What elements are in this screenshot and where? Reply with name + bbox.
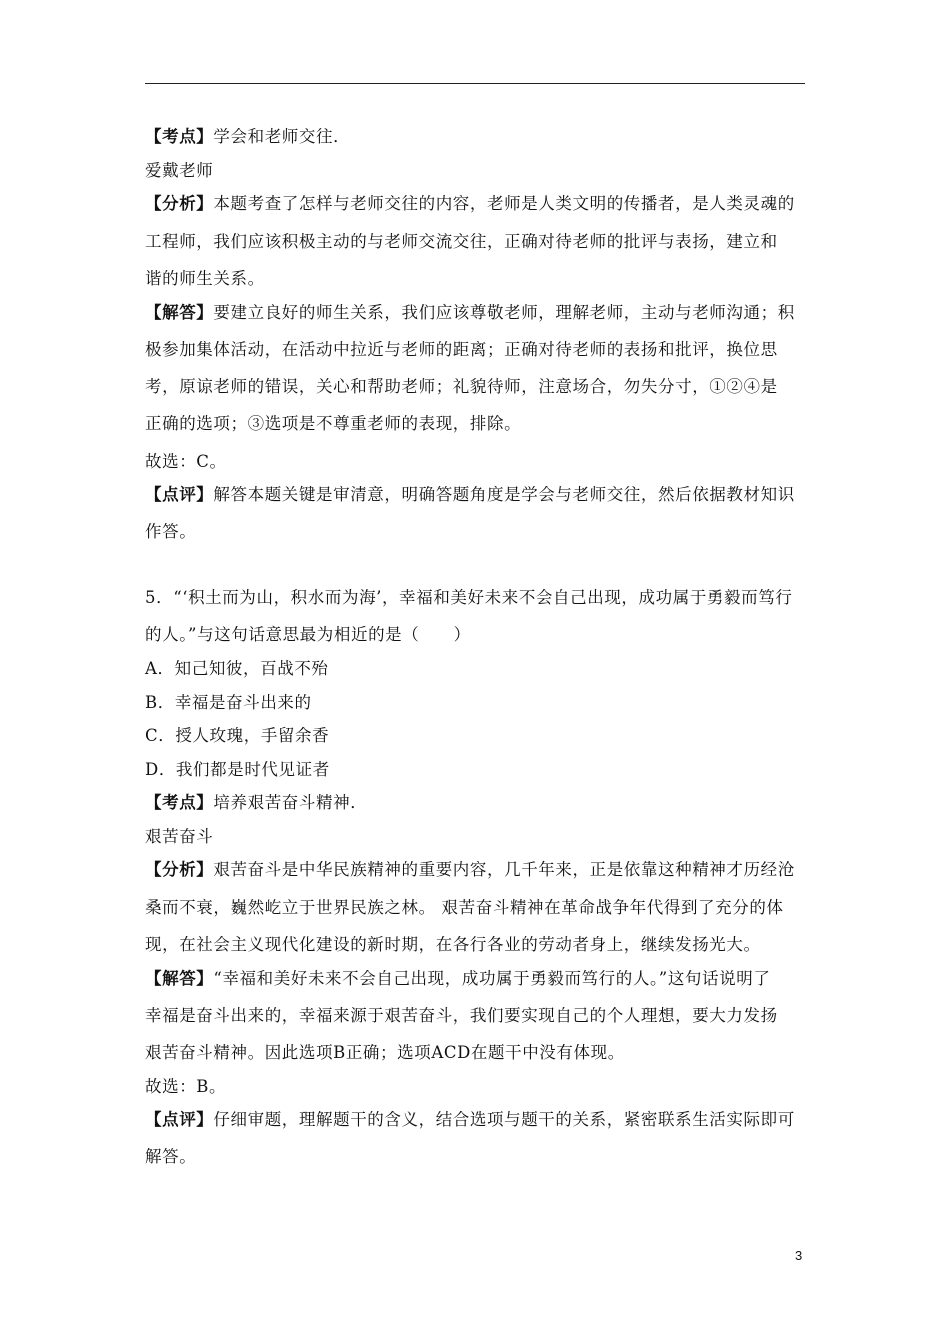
q5-fenxi-line-1 [145,859,810,881]
dianping-label: 【点评】 [145,1110,214,1129]
q5-kaodian [145,792,810,814]
q4-jieda-line-3: 考，原谅老师的错误，关心和帮助老师；礼貌待师，注意场合，勿失分寸，①②④是 [145,377,778,396]
q5-subtopic: 艰苦奋斗 [145,827,214,846]
q5-jieda-line-1 [145,968,810,990]
kaodian-label: 【考点】 [145,793,214,812]
q4-kaodian [145,126,810,148]
q5-answer: 故选：B。 [145,1077,227,1096]
q4-dianping-line-2: 作答。 [145,522,197,541]
q4-jieda-line-1 [145,302,810,324]
q4-answer: 故选：C。 [145,452,227,471]
jieda-text: “幸福和美好未来不会自己出现，成功属于勇毅而笃行的人。”这句话说明了 [213,969,771,988]
q4-fenxi-line-1 [145,193,810,215]
jieda-label: 【解答】 [145,969,214,988]
kaodian-text: 培养艰苦奋斗精神． [213,793,368,812]
q5-option-d: D．我们都是时代见证者 [145,760,330,779]
jieda-label: 【解答】 [145,303,214,322]
q5-stem-line-2: 的人。”与这句话意思最为相近的是（ ） [145,625,471,644]
q5-jieda-line-2: 幸福是奋斗出来的，幸福来源于艰苦奋斗，我们要实现自己的个人理想，要大力发扬 [145,1006,778,1025]
q4-subtopic: 爱戴老师 [145,161,214,180]
jieda-text: 要建立良好的师生关系，我们应该尊敬老师，理解老师，主动与老师沟通；积 [213,303,795,322]
fenxi-label: 【分析】 [145,194,214,213]
q5-dianping-line-2: 解答。 [145,1147,197,1166]
q5-fenxi-line-2: 桑而不衰，巍然屹立于世界民族之林。 艰苦奋斗精神在革命战争年代得到了充分的体 [145,898,784,917]
dianping-text: 解答本题关键是审清意，明确答题角度是学会与老师交往，然后依据教材知识 [213,485,795,504]
dianping-label: 【点评】 [145,485,214,504]
fenxi-label: 【分析】 [145,860,214,879]
header-rule [145,83,805,84]
q4-dianping-line-1 [145,484,810,506]
q4-jieda-line-2: 极参加集体活动，在活动中拉近与老师的距离；正确对待老师的表扬和批评，换位思 [145,340,778,359]
fenxi-text: 艰苦奋斗是中华民族精神的重要内容，几千年来，正是依靠这种精神才历经沧 [213,860,795,879]
q5-option-a: A．知己知彼，百战不殆 [145,659,329,678]
fenxi-text: 本题考查了怎样与老师交往的内容，老师是人类文明的传播者，是人类灵魂的 [213,194,795,213]
kaodian-label: 【考点】 [145,127,214,146]
q5-fenxi-line-3: 现，在社会主义现代化建设的新时期，在各行各业的劳动者身上，继续发扬光大。 [145,935,761,954]
q4-jieda-line-4: 正确的选项；③选项是不尊重老师的表现，排除。 [145,414,522,433]
dianping-text: 仔细审题，理解题干的含义，结合选项与题干的关系，紧密联系生活实际即可 [213,1110,795,1129]
page-number: 3 [795,1248,803,1263]
q5-dianping-line-1 [145,1109,810,1131]
q5-jieda-line-3: 艰苦奋斗精神。因此选项B正确；选项ACD在题干中没有体现。 [145,1043,625,1062]
kaodian-text: 学会和老师交往． [213,127,351,146]
q5-option-c: C．授人玫瑰，手留余香 [145,726,330,745]
q4-fenxi-line-3: 谐的师生关系。 [145,269,265,288]
q5-option-b: B．幸福是奋斗出来的 [145,693,312,712]
q5-stem-line-1: 5．“‘积土而为山，积水而为海’，幸福和美好未来不会自己出现，成功属于勇毅而笃行 [145,588,793,607]
q4-fenxi-line-2: 工程师，我们应该积极主动的与老师交流交往，正确对待老师的批评与表扬，建立和 [145,232,778,251]
